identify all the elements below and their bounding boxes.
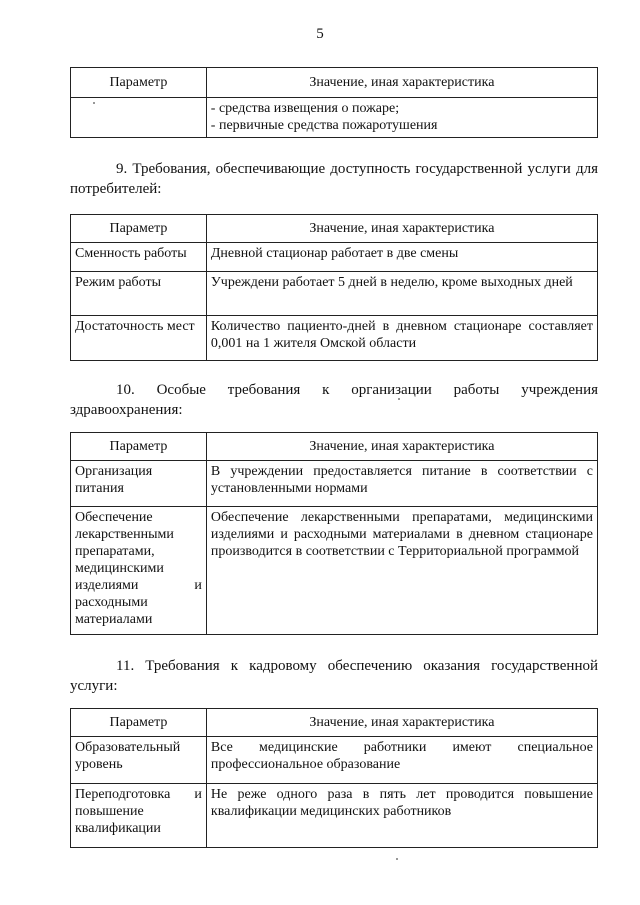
table-cell-param: Сменность работы — [71, 243, 207, 272]
page-number: 5 — [316, 26, 324, 42]
table-header-param: Параметр — [71, 433, 207, 461]
section-10-heading: 10. Особые требования к организации работы учреждения здравоохранения: — [70, 382, 598, 418]
table-cell-param: Образовательный уровень — [71, 737, 207, 784]
table-row — [71, 461, 598, 507]
table-section-11 — [70, 708, 598, 848]
table-section-9 — [70, 214, 598, 361]
table-header-value: Значение, иная характеристика — [206, 215, 597, 243]
table-cell-value: Все медицинские работники имеют специальное профессиональное образование — [206, 737, 597, 784]
table-section-10 — [70, 432, 598, 635]
table-header-value: Значение, иная характеристика — [206, 709, 597, 737]
value-line: - средства извещения о пожаре; — [210, 101, 400, 116]
value-line: - первичные средства пожаротушения — [210, 118, 438, 133]
table-header-value: Значение, иная характеристика — [206, 433, 597, 461]
table-cell-value: Дневной стационар работает в две смены — [206, 243, 597, 272]
table-header-value: Значение, иная характеристика — [206, 68, 597, 98]
table-row — [71, 316, 598, 361]
table-row — [71, 784, 598, 848]
table-header-param: Параметр — [71, 215, 207, 243]
table-cell-value: Учреждени работает 5 дней в неделю, кроме выходных дней — [206, 272, 597, 316]
table-cell-value: Не реже одного раза в пять лет проводится повышение квалификации медицинских работников — [206, 784, 597, 848]
table-cell-param — [71, 98, 207, 138]
table-row — [71, 272, 598, 316]
scan-speck — [398, 398, 400, 400]
table-cell-value — [206, 98, 597, 138]
table-header-param: Параметр — [71, 68, 207, 98]
table-cell-param: Обеспечение лекарственными препаратами, медицинскими изделиями и расходными материалами — [71, 507, 207, 635]
section-11-heading: 11. Требования к кадровому обеспечению оказания государственной услуги: — [70, 658, 598, 694]
table-cell-param: Переподготовка и повышение квалификации — [71, 784, 207, 848]
table-cell-param: Организация питания — [71, 461, 207, 507]
table-header-param: Параметр — [71, 709, 207, 737]
scan-speck — [93, 102, 95, 104]
table-row — [71, 737, 598, 784]
table-cell-value: В учреждении предоставляется питание в соответствии с установленными нормами — [206, 461, 597, 507]
table-row — [71, 243, 598, 272]
table-cell-param: Достаточность мест — [71, 316, 207, 361]
table-continued — [70, 67, 598, 138]
section-9-heading: 9. Требования, обеспечивающие доступность государственной услуги для потребителей: — [70, 161, 598, 197]
table-cell-value: Обеспечение лекарственными препаратами, медицинскими изделиями и расходными материалами в дневном стационаре производится в соответствии с Территориальной программой — [206, 507, 597, 635]
table-row — [71, 507, 598, 635]
table-cell-value: Количество пациенто-дней в дневном стационаре составляет 0,001 на 1 жителя Омской области — [206, 316, 597, 361]
scan-speck — [396, 858, 398, 860]
table-cell-param: Режим работы — [71, 272, 207, 316]
table-row — [71, 98, 598, 138]
